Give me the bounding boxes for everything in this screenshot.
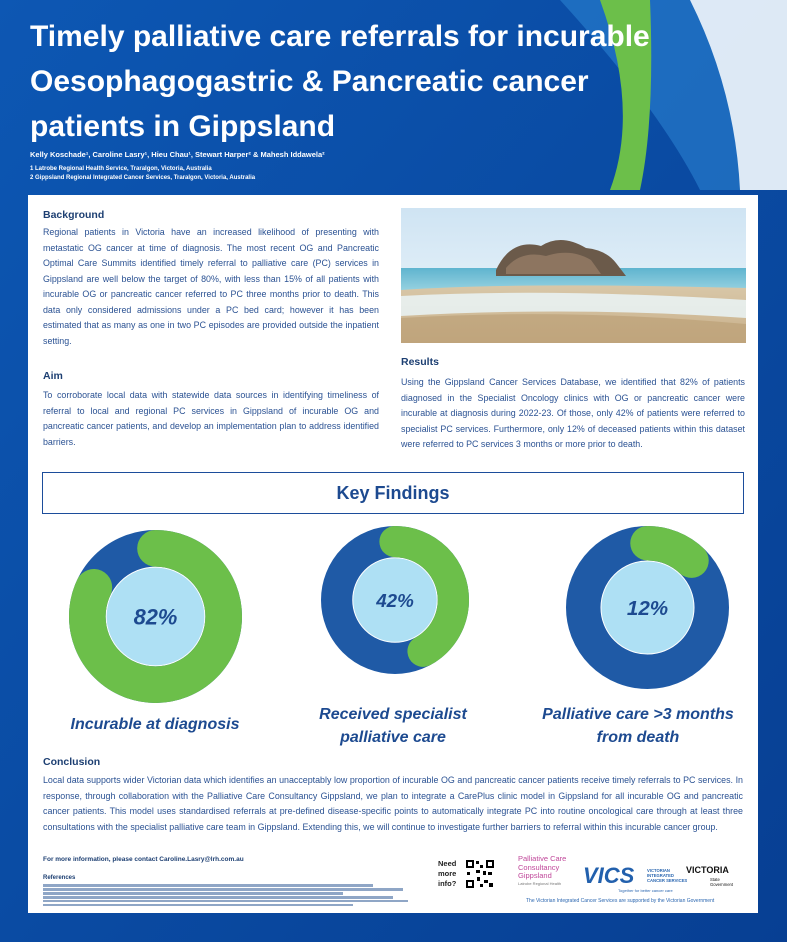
poster-title: Timely palliative care referrals for incurable Oesophagogastric & Pancreatic cancer patients in Gippsland [30, 20, 650, 143]
donut-specialist-pc [320, 525, 470, 675]
finding-label-specialist: Received specialist palliative care [319, 706, 467, 746]
footer-note: The Victorian Integrated Cancer Services are supported by the Victorian Government [526, 898, 715, 904]
aim-text: To corroborate local data with statewide data sources in identifying timeliness of referral to local and regional PC services in Gippsland of incurable OG and pancreatic cancer patients, and develop an implementation plan to address identified barriers. [43, 390, 379, 447]
content-panel [28, 195, 758, 913]
authors: Kelly Koschade¹, Caroline Lasry¹, Hieu Chau¹, Stewart Harper² & Mahesh Iddawela² [30, 150, 325, 159]
victoria-govt-subtitle: State Government [710, 877, 734, 887]
key-findings-heading: Key Findings [336, 482, 450, 503]
beach-photo [401, 208, 746, 343]
references-heading: References [43, 875, 76, 881]
vics-tagline: Together for better cancer care [618, 888, 673, 893]
need-more-info: Need more info? [438, 859, 457, 888]
donut-incurable [68, 529, 243, 704]
vics-logo-subtitle: VICTORIAN INTEGRATED CANCER SERVICES [647, 868, 688, 883]
donut-value-label: 42% [376, 589, 414, 611]
results-heading: Results [401, 356, 439, 368]
finding-label-incurable: Incurable at diagnosis [70, 716, 240, 733]
vics-logo: VICS [583, 863, 635, 888]
conclusion-heading: Conclusion [43, 756, 101, 768]
donut-value-label: 12% [626, 596, 669, 620]
pcc-gippsland-logo: Palliative Care Consultancy Gippsland Latrobe Regional Health [518, 854, 567, 886]
background-text: Regional patients in Victoria have an increased likelihood of presenting with metastatic OG cancer at time of diagnosis. The most recent OG and Pancreatic Optimal Care Summits identified timely referral to palliative care (PC) services in Gippsland are well below the target of 80%, with less than 15% of all patients with incurable OG or pancreatic cancer referred to PC three months prior to death. This data only considered admissions under a PC bed card; however it has been estimated that as many as one in two PC episodes are provided outside the inpatient setting. [43, 227, 379, 346]
background-heading: Background [43, 209, 105, 221]
qr-code[interactable] [465, 859, 495, 889]
references-list [43, 883, 413, 908]
contact-info: For more information, please contact Caroline.Lasry@lrh.com.au [43, 856, 244, 863]
victoria-govt-logo: VICTORIA [686, 865, 729, 875]
conclusion-text: Local data supports wider Victorian data which identifies an unacceptably low proportion of incurable OG and pancreatic cancer patients receive timely referrals to PC services. In response, through collaboration with the Palliative Care Consultancy Gippsland, we plan to integrate a CarePlus clinic model in Gippsland for all incurable OG and pancreatic cancer patients. This model uses standardised referrals at pre-defined disease-specific points to automatically integrate PC into routine oncological care through at least three consultations with the specialist palliative care team in Gippsland. Extending this, we will continue to investigate further barriers to referral within this incurable cancer group. [43, 775, 743, 832]
results-text: Using the Gippsland Cancer Services Database, we identified that 82% of patients diagnosed in the Specialist Oncology clinics with OG or pancreatic cancer were incurable at diagnosis during 2022-23. Of those, only 42% of patients were referred to specialist PC services. Furthermore, only 12% of deceased patients within this dataset were referred to PC services 3 months or more prior to death. [401, 377, 745, 449]
affiliation-1: 1 Latrobe Regional Health Service, Traralgon, Victoria, Australia [30, 166, 212, 172]
affiliation-2: 2 Gippsland Regional Integrated Cancer Services, Traralgon, Victoria, Australia [30, 175, 256, 181]
aim-heading: Aim [43, 370, 63, 382]
finding-label-pc-3-months: Palliative care >3 months from death [542, 706, 734, 746]
key-findings-banner [42, 472, 744, 514]
donut-value-label: 82% [133, 604, 178, 630]
donut-pc-3-months [565, 525, 730, 690]
